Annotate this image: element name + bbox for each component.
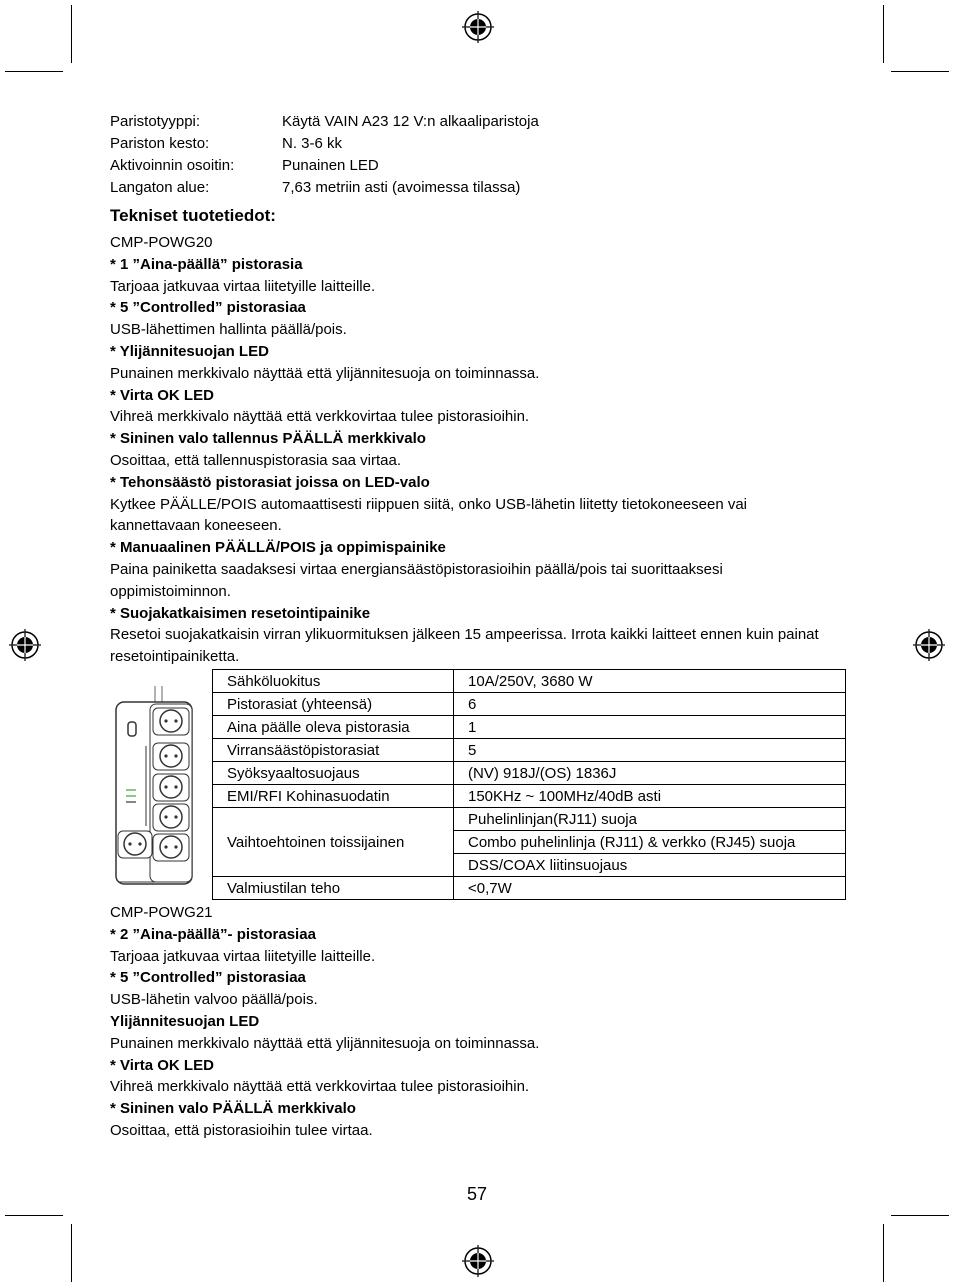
crop-mark xyxy=(5,1215,63,1216)
feature-heading: * 5 ”Controlled” pistorasiaa xyxy=(110,299,306,317)
table-cell-value: Puhelinlinjan(RJ11) suoja xyxy=(454,808,846,831)
table-row xyxy=(213,785,846,808)
powg20-features xyxy=(110,232,840,668)
table-row xyxy=(213,716,846,739)
table-cell-value: <0,7W xyxy=(454,877,846,900)
table-row xyxy=(213,762,846,785)
crop-mark xyxy=(883,1224,884,1282)
feature-text: Resetoi suojakatkaisin virran ylikuormituksen jälkeen 15 ampeerissa. Irrota kaikki laitteet ennen kuin painat resetointipainiketta. xyxy=(110,626,819,666)
table-cell-value: 6 xyxy=(454,693,846,716)
table-cell-label: Vaihtoehtoinen toissijainen xyxy=(213,808,454,877)
feature-heading: * Virta OK LED xyxy=(110,1056,214,1074)
spec-table xyxy=(212,669,846,900)
feature-text: USB-lähettimen hallinta päällä/pois. xyxy=(110,321,347,339)
table-cell-label: Syöksyaaltosuojaus xyxy=(213,762,454,785)
feature-text: Tarjoaa jatkuvaa virtaa liitetyille laitteille. xyxy=(110,947,376,965)
spec-label: Aktivoinnin osoitin: xyxy=(110,157,235,174)
registration-mark-icon xyxy=(9,629,41,661)
spec-value: Punainen LED xyxy=(282,157,379,174)
feature-heading: * 2 ”Aina-päällä”- pistorasiaa xyxy=(110,925,316,943)
table-cell-label: Sähköluokitus xyxy=(213,670,454,693)
table-cell-value: 1 xyxy=(454,716,846,739)
feature-heading: * Virta OK LED xyxy=(110,386,214,404)
spec-label: Pariston kesto: xyxy=(110,135,210,152)
feature-heading: * Tehonsäästö pistorasiat joissa on LED-valo xyxy=(110,473,430,491)
feature-text: Punainen merkkivalo näyttää että ylijännitesuoja on toiminnassa. xyxy=(110,364,540,382)
power-strip-illustration xyxy=(110,686,196,886)
table-cell-value: 5 xyxy=(454,739,846,762)
crop-mark xyxy=(71,1224,72,1282)
table-cell-value: Combo puhelinlinja (RJ11) & verkko (RJ45) suoja xyxy=(454,831,846,854)
table-cell-value: DSS/COAX liitinsuojaus xyxy=(454,854,846,877)
feature-text: USB-lähetin valvoo päällä/pois. xyxy=(110,991,318,1009)
table-cell-label: Aina päälle oleva pistorasia xyxy=(213,716,454,739)
table-row xyxy=(213,808,846,831)
page-number: 57 xyxy=(466,1184,488,1204)
spec-label: Paristotyyppi: xyxy=(110,113,201,130)
table-cell-label: EMI/RFI Kohinasuodatin xyxy=(213,785,454,808)
feature-heading: * Ylijännitesuojan LED xyxy=(110,342,269,360)
table-cell-value: 150KHz ~ 100MHz/40dB asti xyxy=(454,785,846,808)
feature-heading: * 1 ”Aina-päällä” pistorasia xyxy=(110,255,303,273)
feature-text: Tarjoaa jatkuvaa virtaa liitetyille laitteille. xyxy=(110,277,376,295)
table-row xyxy=(213,877,846,900)
model-name: CMP-POWG21 xyxy=(110,904,213,921)
spec-row xyxy=(110,111,539,133)
spec-label: Langaton alue: xyxy=(110,179,210,196)
feature-heading: * Suojakatkaisimen resetointipainike xyxy=(110,604,371,622)
table-cell-label: Virransäästöpistorasiat xyxy=(213,739,454,762)
feature-heading: * Sininen valo PÄÄLLÄ merkkivalo xyxy=(110,1100,356,1118)
spec-row xyxy=(110,133,539,155)
powg21-features xyxy=(110,902,840,1142)
battery-specs xyxy=(110,111,539,199)
feature-text: Kytkee PÄÄLLE/POIS automaattisesti riippuen siitä, onko USB-lähetin liitetty tietokoneeseen vai kannettavaan koneeseen. xyxy=(110,495,748,535)
model-name: CMP-POWG20 xyxy=(110,234,213,251)
feature-heading: * Manuaalinen PÄÄLLÄ/POIS ja oppimispainike xyxy=(110,539,446,557)
spec-row xyxy=(110,177,539,199)
table-cell-value: (NV) 918J/(OS) 1836J xyxy=(454,762,846,785)
spec-value: 7,63 metriin asti (avoimessa tilassa) xyxy=(282,179,521,196)
crop-mark xyxy=(5,71,63,72)
feature-heading: * 5 ”Controlled” pistorasiaa xyxy=(110,969,306,987)
table-row xyxy=(213,739,846,762)
table-cell-label: Pistorasiat (yhteensä) xyxy=(213,693,454,716)
feature-text: Punainen merkkivalo näyttää että ylijännitesuoja on toiminnassa. xyxy=(110,1034,540,1052)
registration-mark-icon xyxy=(913,629,945,661)
spec-value: Käytä VAIN A23 12 V:n alkaaliparistoja xyxy=(282,113,539,130)
registration-mark-icon xyxy=(462,1245,494,1277)
feature-text: Osoittaa, että tallennuspistorasia saa virtaa. xyxy=(110,451,401,469)
table-row xyxy=(213,670,846,693)
table-row xyxy=(213,693,846,716)
crop-mark xyxy=(891,71,949,72)
spec-value: N. 3-6 kk xyxy=(282,135,343,152)
crop-mark xyxy=(71,5,72,63)
spec-row xyxy=(110,155,539,177)
feature-heading: * Sininen valo tallennus PÄÄLLÄ merkkivalo xyxy=(110,430,426,448)
feature-text: Vihreä merkkivalo näyttää että verkkovirtaa tulee pistorasioihin. xyxy=(110,408,530,426)
feature-text: Paina painiketta saadaksesi virtaa energiansäästöpistorasioihin päällä/pois tai suorittaaksesi oppimistoiminnon. xyxy=(110,560,723,600)
feature-text: Vihreä merkkivalo näyttää että verkkovirtaa tulee pistorasioihin. xyxy=(110,1078,530,1096)
crop-mark xyxy=(891,1215,949,1216)
feature-text: Osoittaa, että pistorasioihin tulee virtaa. xyxy=(110,1121,373,1139)
feature-heading: Ylijännitesuojan LED xyxy=(110,1012,260,1030)
crop-mark xyxy=(883,5,884,63)
table-cell-label: Valmiustilan teho xyxy=(213,877,454,900)
table-cell-value: 10A/250V, 3680 W xyxy=(454,670,846,693)
section-title: Tekniset tuotetiedot: xyxy=(110,206,276,225)
registration-mark-icon xyxy=(462,11,494,43)
